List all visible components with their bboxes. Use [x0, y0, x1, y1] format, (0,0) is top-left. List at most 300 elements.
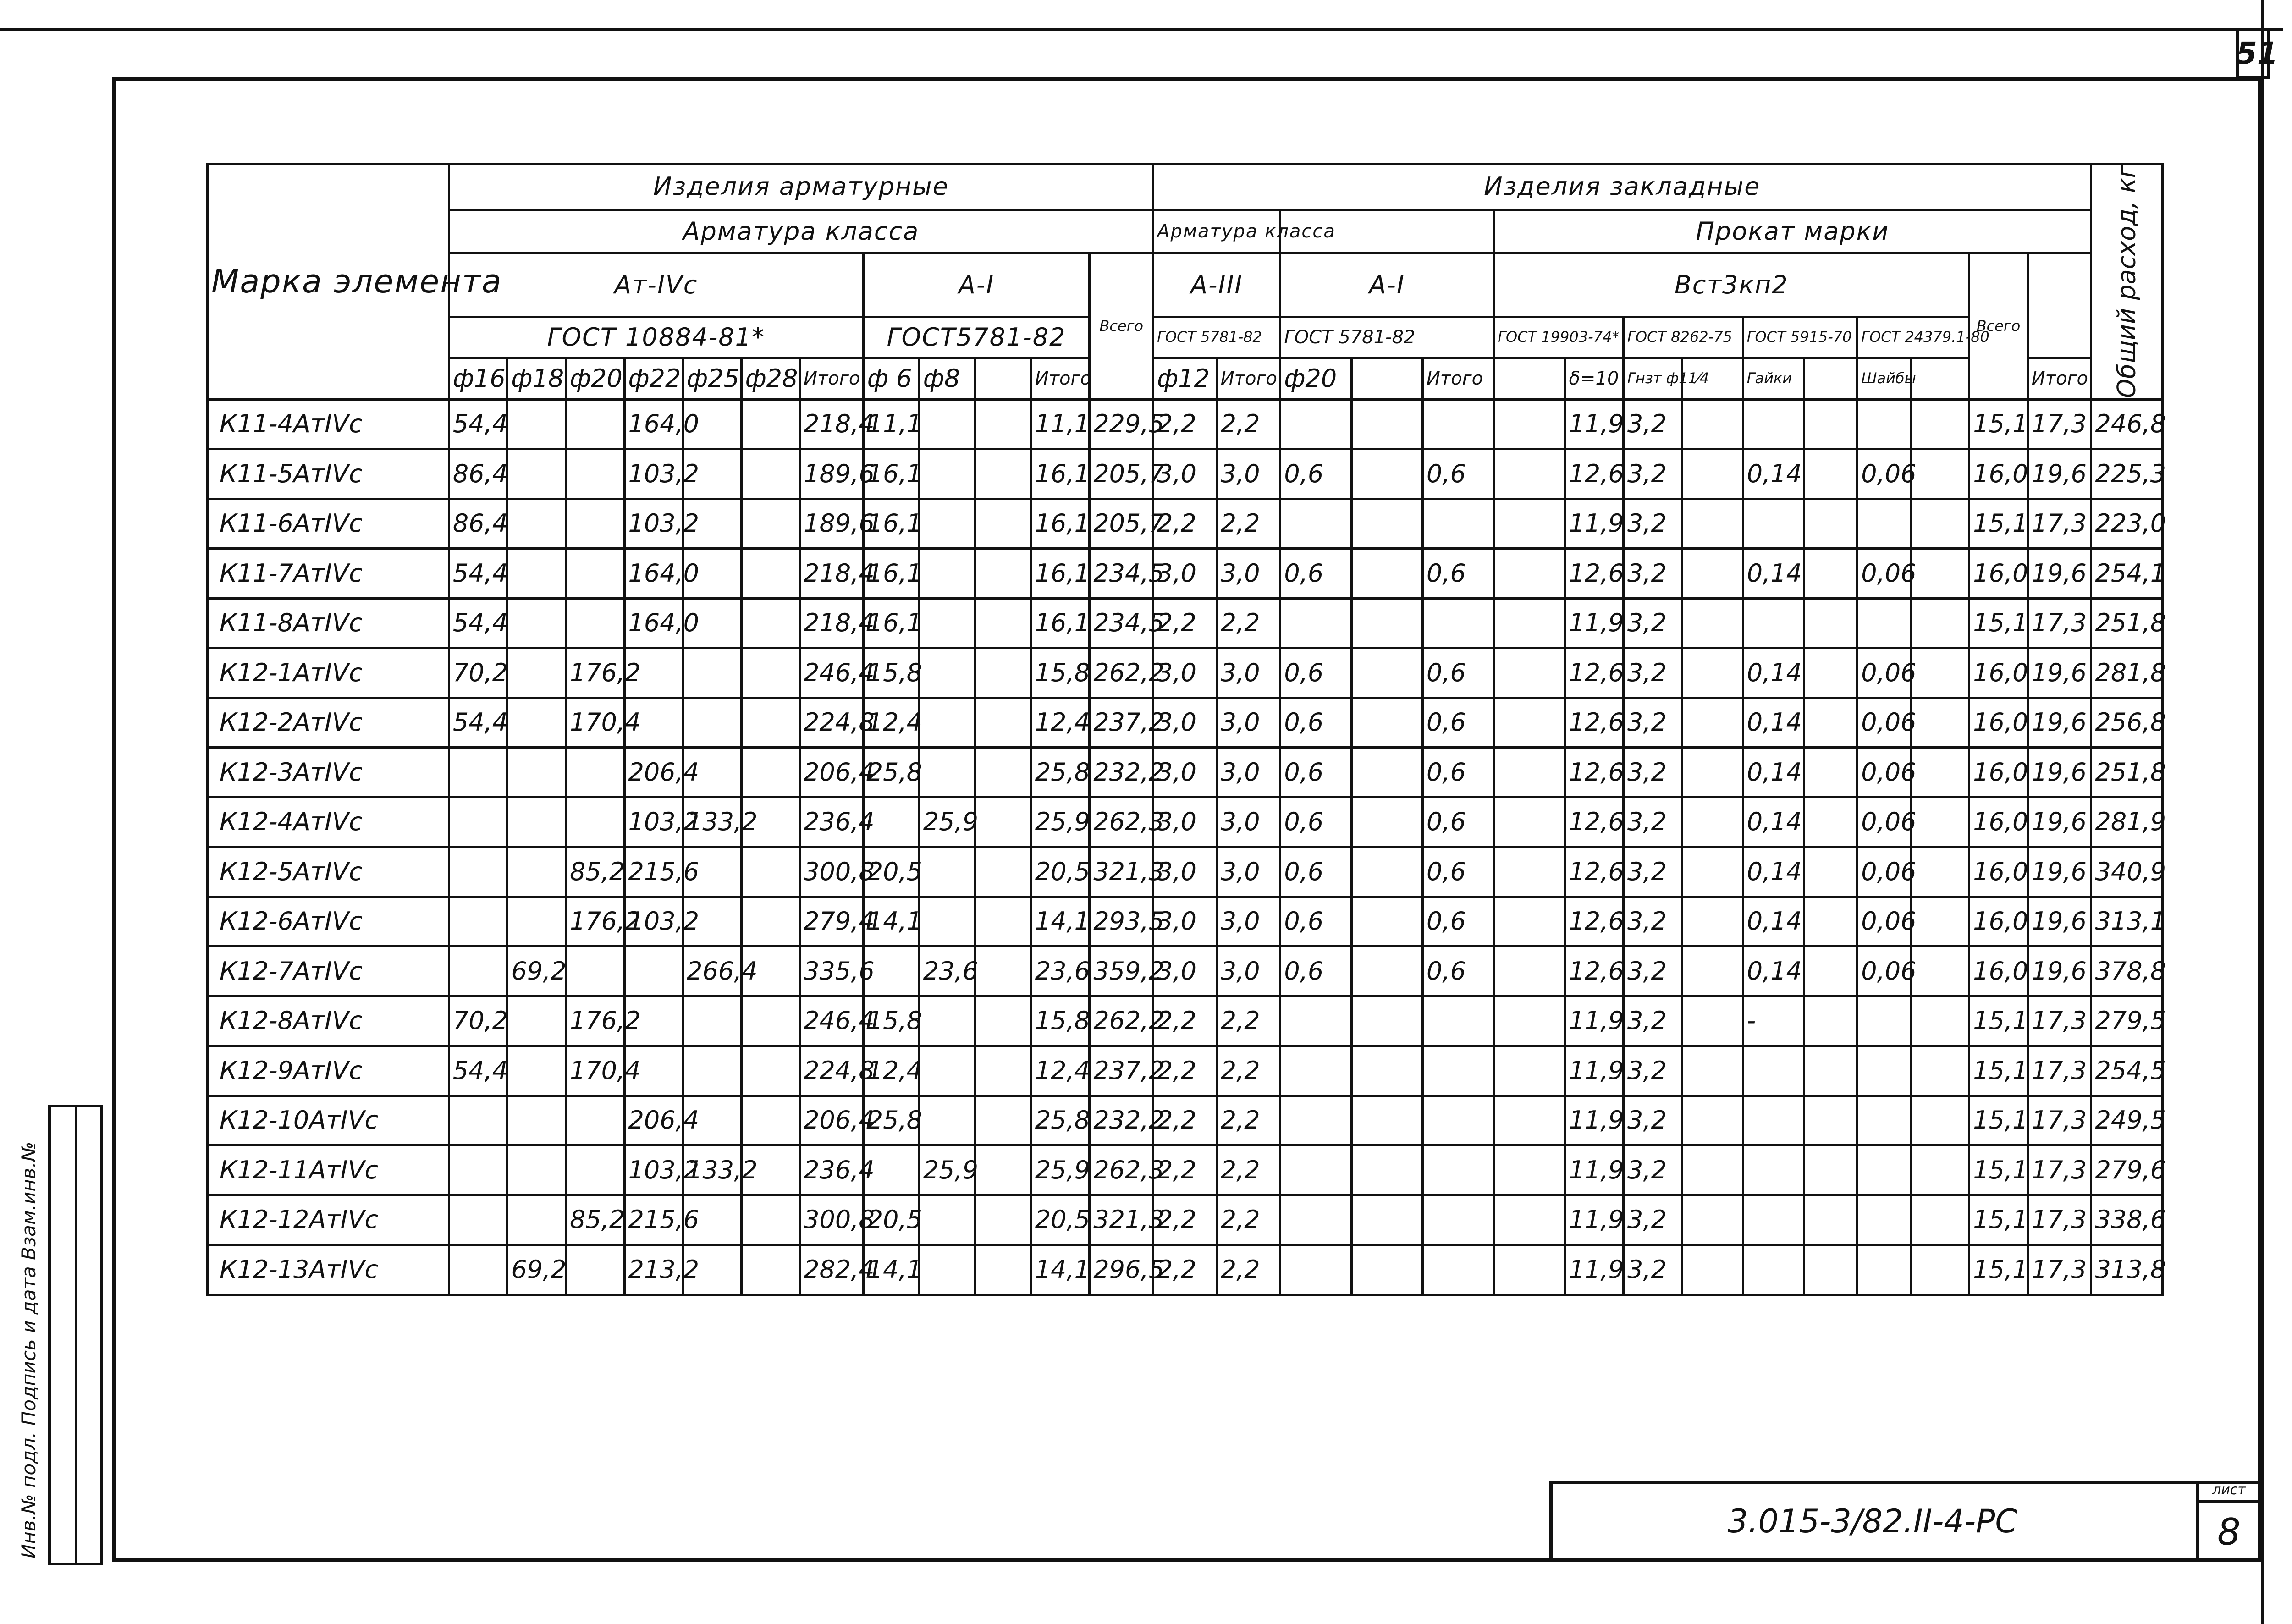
table-cell — [1682, 598, 1743, 648]
table-cell: 54,4 — [449, 598, 507, 648]
table-cell: 2,2 — [1217, 1245, 1280, 1295]
table-cell — [1743, 1145, 1804, 1195]
table-cell — [975, 847, 1031, 897]
table-cell — [507, 748, 566, 798]
table-cell — [1804, 1195, 1857, 1245]
table-cell — [741, 1195, 800, 1245]
table-cell: 11,9 — [1565, 499, 1624, 549]
table-cell — [683, 1046, 742, 1096]
table-cell: 12,4 — [863, 698, 919, 748]
table-cell — [1682, 847, 1743, 897]
table-cell: 2,2 — [1153, 1096, 1217, 1145]
page-number: 51 — [2236, 36, 2278, 71]
table-cell: 3,0 — [1153, 648, 1217, 698]
table-cell: 237,2 — [1090, 1046, 1153, 1096]
side-stamp-text: Инв.№ подл. Подпись и дата Взам.инв.№ — [17, 1141, 40, 1558]
table-row — [208, 1046, 2163, 1096]
table-cell — [1911, 1145, 1969, 1195]
table-cell: 3,0 — [1153, 698, 1217, 748]
table-cell: 3,2 — [1624, 1195, 1682, 1245]
table-cell: 0,6 — [1280, 797, 1351, 847]
table-cell: 246,4 — [800, 648, 864, 698]
table-cell — [1422, 1096, 1493, 1145]
obshchiy-header: Общий расход, кг — [2091, 164, 2163, 400]
table-cell: 279,4 — [800, 897, 864, 947]
table-cell: 16,1 — [863, 549, 919, 599]
table-cell: 213,2 — [624, 1245, 683, 1295]
table-cell: 14,1 — [863, 1245, 919, 1295]
row-mark: К12-4АтIVс — [208, 797, 449, 847]
table-cell: 3,0 — [1153, 897, 1217, 947]
table-cell — [975, 449, 1031, 499]
table-cell — [566, 1096, 624, 1145]
table-cell: 25,9 — [1031, 1145, 1090, 1195]
table-cell — [975, 1245, 1031, 1295]
table-cell — [741, 897, 800, 947]
table-cell: 254,5 — [2091, 1046, 2163, 1096]
table-cell: 16,0 — [1969, 797, 2028, 847]
table-cell: 14,1 — [1031, 1245, 1090, 1295]
side-stamp-divider — [75, 1105, 77, 1565]
table-cell: 0,6 — [1422, 897, 1493, 947]
table-cell: 0,6 — [1422, 748, 1493, 798]
table-cell — [1743, 1245, 1804, 1295]
table-cell — [919, 1096, 975, 1145]
table-cell: 0,06 — [1857, 449, 1911, 499]
table-cell — [1351, 499, 1422, 549]
col-empty-c — [1494, 358, 1565, 399]
table-cell — [449, 1195, 507, 1245]
table-cell: 12,6 — [1565, 449, 1624, 499]
table-cell — [1494, 549, 1565, 599]
col-empty-f — [1911, 358, 1969, 399]
col-f20-zakl: ф20 — [1280, 358, 1351, 399]
table-cell — [1804, 748, 1857, 798]
table-cell: 54,4 — [449, 1046, 507, 1096]
table-cell: 12,6 — [1565, 947, 1624, 996]
table-cell: 0,6 — [1280, 897, 1351, 947]
table-cell — [1494, 1195, 1565, 1245]
table-cell — [1351, 1096, 1422, 1145]
gost-19903-header: ГОСТ 19903-74* — [1494, 317, 1624, 358]
table-cell: 232,2 — [1090, 748, 1153, 798]
table-cell — [1743, 598, 1804, 648]
at-ivs-header: Ат-IVс — [449, 253, 863, 317]
table-cell — [1743, 1046, 1804, 1096]
table-row — [208, 549, 2163, 599]
table-cell: 251,8 — [2091, 748, 2163, 798]
table-cell: 11,1 — [863, 399, 919, 449]
table-cell: 251,8 — [2091, 598, 2163, 648]
table-cell — [1743, 499, 1804, 549]
table-cell — [1494, 847, 1565, 897]
table-cell — [507, 549, 566, 599]
col-empty-e — [1804, 358, 1857, 399]
table-cell: 229,5 — [1090, 399, 1153, 449]
table-cell: 189,6 — [800, 499, 864, 549]
gost-8262-header: ГОСТ 8262-75 — [1624, 317, 1743, 358]
table-cell — [1280, 996, 1351, 1046]
table-cell: 236,4 — [800, 1145, 864, 1195]
table-cell: 3,2 — [1624, 1145, 1682, 1195]
table-cell: 0,6 — [1422, 847, 1493, 897]
table-cell: 25,8 — [863, 1096, 919, 1145]
table-cell: 170,4 — [566, 1046, 624, 1096]
table-cell: 378,8 — [2091, 947, 2163, 996]
table-cell: 246,4 — [800, 996, 864, 1046]
table-cell: 12,6 — [1565, 648, 1624, 698]
gost-5781-header: ГОСТ5781-82 — [863, 317, 1090, 358]
table-cell — [1911, 797, 1969, 847]
table-cell — [1351, 399, 1422, 449]
table-cell: 19,6 — [2028, 698, 2091, 748]
table-row — [208, 698, 2163, 748]
table-cell — [449, 1145, 507, 1195]
sheet-label: лист — [2212, 1482, 2246, 1498]
table-cell: 103,2 — [624, 1145, 683, 1195]
table-cell — [1351, 996, 1422, 1046]
table-cell: 0,6 — [1280, 847, 1351, 897]
col-f16: ф16 — [449, 358, 507, 399]
table-cell — [741, 598, 800, 648]
table-cell — [1351, 1245, 1422, 1295]
table-cell: 223,0 — [2091, 499, 2163, 549]
table-cell — [1351, 598, 1422, 648]
table-cell — [566, 549, 624, 599]
table-cell — [1682, 1145, 1743, 1195]
table-cell: 11,9 — [1565, 1096, 1624, 1145]
table-row — [208, 1245, 2163, 1295]
table-cell — [919, 598, 975, 648]
table-cell: 321,3 — [1090, 847, 1153, 897]
table-cell — [566, 598, 624, 648]
table-cell — [1494, 748, 1565, 798]
table-cell: 300,8 — [800, 847, 864, 897]
table-cell: 0,14 — [1743, 748, 1804, 798]
row-mark: К11-5АтIVс — [208, 449, 449, 499]
table-cell: 296,5 — [1090, 1245, 1153, 1295]
table-cell: 11,9 — [1565, 996, 1624, 1046]
table-cell — [566, 748, 624, 798]
prokat-marki-header: Прокат марки — [1494, 210, 2091, 253]
table-cell: 0,6 — [1422, 549, 1493, 599]
row-mark: К11-7АтIVс — [208, 549, 449, 599]
table-cell — [975, 399, 1031, 449]
table-cell: 205,7 — [1090, 499, 1153, 549]
gost-24379-header: ГОСТ 24379.1-80 — [1857, 317, 1969, 358]
table-cell — [919, 499, 975, 549]
col-f6: ф 6 — [863, 358, 919, 399]
table-cell — [507, 847, 566, 897]
table-cell — [1682, 897, 1743, 947]
table-cell — [1857, 1145, 1911, 1195]
table-cell: 11,1 — [1031, 399, 1090, 449]
table-cell: 15,1 — [1969, 499, 2028, 549]
table-cell — [1682, 1245, 1743, 1295]
table-cell — [1682, 549, 1743, 599]
col-itogo-ai: Итого — [1031, 358, 1090, 399]
table-cell: 15,1 — [1969, 399, 2028, 449]
table-cell: 215,6 — [624, 847, 683, 897]
table-cell — [1494, 1245, 1565, 1295]
table-row — [208, 897, 2163, 947]
table-cell: 3,2 — [1624, 499, 1682, 549]
table-cell: 19,6 — [2028, 549, 2091, 599]
table-row — [208, 499, 2163, 549]
table-cell — [1422, 1195, 1493, 1245]
table-cell: 15,1 — [1969, 1195, 2028, 1245]
table-cell: 19,6 — [2028, 748, 2091, 798]
table-cell — [1804, 698, 1857, 748]
table-cell — [1857, 1096, 1911, 1145]
table-cell: 3,0 — [1153, 748, 1217, 798]
document-code: 3.015-3/82.II-4-PC — [1727, 1503, 2018, 1540]
table-cell: 281,8 — [2091, 648, 2163, 698]
table-cell: 218,4 — [800, 549, 864, 599]
vst3-header: Вст3кп2 — [1494, 253, 1969, 317]
table-cell — [507, 399, 566, 449]
table-cell: 17,3 — [2028, 1096, 2091, 1145]
table-cell — [1911, 947, 1969, 996]
table-cell — [741, 399, 800, 449]
table-cell: 2,2 — [1217, 1046, 1280, 1096]
table-cell: 12,6 — [1565, 698, 1624, 748]
table-cell: 11,9 — [1565, 598, 1624, 648]
table-cell: 3,0 — [1217, 847, 1280, 897]
table-cell: 3,2 — [1624, 1245, 1682, 1295]
table-cell — [1280, 1195, 1351, 1245]
table-row — [208, 847, 2163, 897]
table-cell: 3,0 — [1217, 748, 1280, 798]
table-row — [208, 1195, 2163, 1245]
table-cell — [975, 648, 1031, 698]
table-cell — [1494, 1046, 1565, 1096]
table-cell: 0,6 — [1422, 797, 1493, 847]
table-cell — [1911, 897, 1969, 947]
table-cell — [741, 748, 800, 798]
table-cell — [919, 996, 975, 1046]
table-cell: 254,1 — [2091, 549, 2163, 599]
table-cell: 2,2 — [1153, 996, 1217, 1046]
table-cell: 279,5 — [2091, 996, 2163, 1046]
table-cell — [1911, 449, 1969, 499]
table-cell — [1494, 499, 1565, 549]
table-cell: 2,2 — [1153, 1046, 1217, 1096]
col-empty-a — [975, 358, 1031, 399]
table-cell: 70,2 — [449, 648, 507, 698]
table-cell — [1422, 598, 1493, 648]
table-cell — [1804, 897, 1857, 947]
table-row — [208, 449, 2163, 499]
table-cell — [1494, 1096, 1565, 1145]
table-cell — [1351, 847, 1422, 897]
row-mark: К12-13АтIVс — [208, 1245, 449, 1295]
table-cell: 15,8 — [863, 996, 919, 1046]
table-cell: 12,4 — [863, 1046, 919, 1096]
table-cell: 15,1 — [1969, 1046, 2028, 1096]
table-cell: 249,5 — [2091, 1096, 2163, 1145]
table-cell — [1857, 996, 1911, 1046]
table-cell — [919, 1195, 975, 1245]
table-cell: 103,2 — [624, 797, 683, 847]
table-cell: 16,0 — [1969, 648, 2028, 698]
table-cell — [975, 598, 1031, 648]
table-cell — [1280, 399, 1351, 449]
table-cell: 12,6 — [1565, 549, 1624, 599]
right-edge-rule — [2261, 0, 2264, 1624]
table-cell — [1351, 1195, 1422, 1245]
col-shayby: Шайбы — [1857, 358, 1911, 399]
table-cell: 12,6 — [1565, 797, 1624, 847]
table-cell: 0,14 — [1743, 947, 1804, 996]
table-cell — [1280, 1096, 1351, 1145]
table-cell — [566, 449, 624, 499]
col-f20: ф20 — [566, 358, 624, 399]
table-cell — [1682, 1096, 1743, 1145]
table-cell: 25,8 — [1031, 1096, 1090, 1145]
table-cell: 0,06 — [1857, 847, 1911, 897]
table-cell — [1857, 598, 1911, 648]
table-cell: 15,8 — [1031, 648, 1090, 698]
table-cell — [624, 947, 683, 996]
table-cell: 3,0 — [1153, 847, 1217, 897]
col-gayki: Гайки — [1743, 358, 1804, 399]
table-cell: 20,5 — [1031, 847, 1090, 897]
table-cell: 2,2 — [1217, 1145, 1280, 1195]
table-cell — [1494, 648, 1565, 698]
table-cell — [1804, 1096, 1857, 1145]
table-cell — [1911, 399, 1969, 449]
table-cell — [1804, 1245, 1857, 1295]
table-cell — [1804, 598, 1857, 648]
table-cell — [919, 748, 975, 798]
table-cell — [1351, 797, 1422, 847]
table-cell: 176,2 — [566, 897, 624, 947]
table-cell — [975, 1145, 1031, 1195]
top-rule — [0, 28, 2283, 31]
table-cell: 16,0 — [1969, 698, 2028, 748]
table-cell — [566, 399, 624, 449]
table-cell: 3,2 — [1624, 947, 1682, 996]
table-cell — [1351, 897, 1422, 947]
table-cell — [741, 996, 800, 1046]
table-cell — [566, 499, 624, 549]
table-cell: 189,6 — [800, 449, 864, 499]
table-cell — [1494, 698, 1565, 748]
table-cell: 3,0 — [1217, 549, 1280, 599]
arm-klassa-zakl-header: Арматура класса — [1153, 210, 1280, 253]
table-cell: 232,2 — [1090, 1096, 1153, 1145]
table-cell: 359,2 — [1090, 947, 1153, 996]
table-cell: 3,0 — [1217, 947, 1280, 996]
table-cell: 205,7 — [1090, 449, 1153, 499]
table-cell — [566, 1145, 624, 1195]
table-cell — [1494, 598, 1565, 648]
table-cell: 85,2 — [566, 1195, 624, 1245]
table-cell: 3,0 — [1217, 648, 1280, 698]
table-row — [208, 399, 2163, 449]
table-cell: 0,6 — [1280, 648, 1351, 698]
table-cell: 11,9 — [1565, 1195, 1624, 1245]
table-cell: 3,2 — [1624, 996, 1682, 1046]
table-cell: 70,2 — [449, 996, 507, 1046]
table-cell — [1494, 797, 1565, 847]
col-f18: ф18 — [507, 358, 566, 399]
table-cell: 206,4 — [624, 748, 683, 798]
table-cell: 14,1 — [1031, 897, 1090, 947]
table-cell: 3,2 — [1624, 847, 1682, 897]
table-cell — [975, 549, 1031, 599]
table-cell: 19,6 — [2028, 947, 2091, 996]
col-itogo-at: Итого — [800, 358, 864, 399]
table-cell — [975, 499, 1031, 549]
table-cell: 25,8 — [863, 748, 919, 798]
table-cell: 0,6 — [1422, 648, 1493, 698]
table-cell — [1422, 996, 1493, 1046]
table-cell: 11,9 — [1565, 1245, 1624, 1295]
table-cell — [1911, 996, 1969, 1046]
table-cell: 218,4 — [800, 399, 864, 449]
table-cell — [919, 449, 975, 499]
table-cell: 16,0 — [1969, 748, 2028, 798]
table-cell: 2,2 — [1217, 996, 1280, 1046]
table-cell: 0,06 — [1857, 897, 1911, 947]
table-cell: 86,4 — [449, 499, 507, 549]
materials-table — [206, 163, 2164, 1296]
table-cell — [1351, 449, 1422, 499]
col-delta10: δ=10 — [1565, 358, 1624, 399]
row-mark: К12-12АтIVс — [208, 1195, 449, 1245]
table-cell: 0,06 — [1857, 947, 1911, 996]
table-cell — [1280, 598, 1351, 648]
table-cell — [741, 1245, 800, 1295]
table-cell — [1494, 449, 1565, 499]
table-cell: 0,14 — [1743, 648, 1804, 698]
table-cell — [1804, 399, 1857, 449]
table-cell — [1351, 1046, 1422, 1096]
table-cell: 23,6 — [919, 947, 975, 996]
arm-klassa-header: Арматура класса — [449, 210, 1153, 253]
table-cell: 3,2 — [1624, 449, 1682, 499]
table-cell — [1682, 1046, 1743, 1096]
table-cell — [449, 897, 507, 947]
table-cell — [975, 947, 1031, 996]
table-cell: 2,2 — [1153, 399, 1217, 449]
table-cell — [741, 698, 800, 748]
izd-zakl-header: Изделия закладные — [1153, 164, 2091, 210]
table-cell: 237,2 — [1090, 698, 1153, 748]
izd-arm-header: Изделия арматурные — [449, 164, 1153, 210]
table-cell: 0,14 — [1743, 449, 1804, 499]
col-f28: ф28 — [741, 358, 800, 399]
table-cell: 17,3 — [2028, 1245, 2091, 1295]
table-cell: 206,4 — [800, 1096, 864, 1145]
table-cell — [1494, 897, 1565, 947]
table-cell: 0,06 — [1857, 698, 1911, 748]
table-cell — [449, 1245, 507, 1295]
table-cell — [741, 1046, 800, 1096]
table-cell — [1351, 947, 1422, 996]
row-mark: К11-8АтIVс — [208, 598, 449, 648]
row-mark: К12-8АтIVс — [208, 996, 449, 1046]
table-cell — [1911, 847, 1969, 897]
table-cell — [1804, 996, 1857, 1046]
table-cell: 16,1 — [863, 449, 919, 499]
table-cell: 3,2 — [1624, 549, 1682, 599]
col-gnzt: Гнзт ф11⁄4 — [1624, 358, 1682, 399]
table-cell: 69,2 — [507, 947, 566, 996]
table-cell: 54,4 — [449, 399, 507, 449]
